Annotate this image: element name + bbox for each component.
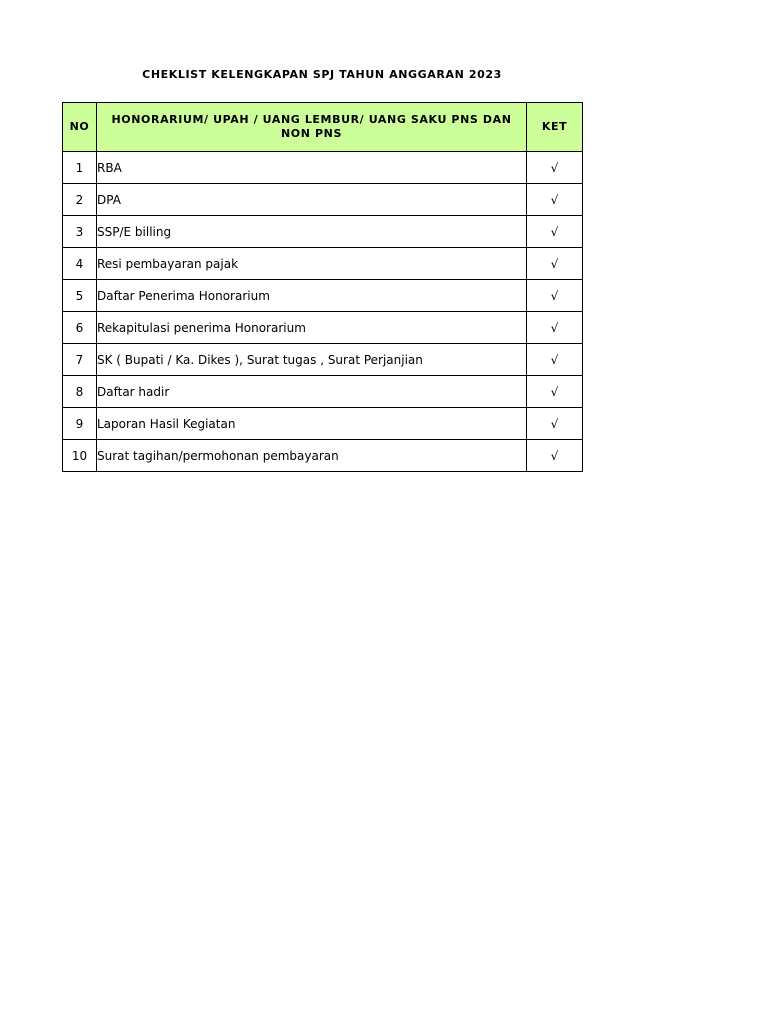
- row-number: 2: [63, 184, 97, 216]
- table-row: [63, 440, 583, 472]
- table-row: [63, 376, 583, 408]
- row-item: Laporan Hasil Kegiatan: [97, 408, 527, 440]
- check-mark: √: [527, 376, 583, 408]
- check-mark: √: [527, 408, 583, 440]
- row-number: 4: [63, 248, 97, 280]
- table-row: [63, 280, 583, 312]
- row-number: 5: [63, 280, 97, 312]
- row-number: 7: [63, 344, 97, 376]
- check-mark: √: [527, 216, 583, 248]
- table-row: [63, 184, 583, 216]
- column-header-ket: KET: [527, 103, 583, 152]
- table-row: [63, 248, 583, 280]
- row-item: DPA: [97, 184, 527, 216]
- check-mark: √: [527, 440, 583, 472]
- page-title: CHEKLIST KELENGKAPAN SPJ TAHUN ANGGARAN 2023: [142, 68, 502, 81]
- row-number: 8: [63, 376, 97, 408]
- row-number: 6: [63, 312, 97, 344]
- table-row: [63, 152, 583, 184]
- row-item: Surat tagihan/permohonan pembayaran: [97, 440, 527, 472]
- table-row: [63, 312, 583, 344]
- check-mark: √: [527, 280, 583, 312]
- row-item: SSP/E billing: [97, 216, 527, 248]
- check-mark: √: [527, 248, 583, 280]
- checklist-table: [62, 102, 583, 472]
- row-item: Daftar Penerima Honorarium: [97, 280, 527, 312]
- table-row: [63, 344, 583, 376]
- check-mark: √: [527, 152, 583, 184]
- row-item: Resi pembayaran pajak: [97, 248, 527, 280]
- row-item: Daftar hadir: [97, 376, 527, 408]
- row-number: 1: [63, 152, 97, 184]
- column-header-no: NO: [63, 103, 97, 152]
- check-mark: √: [527, 312, 583, 344]
- row-item: SK ( Bupati / Ka. Dikes ), Surat tugas , Surat Perjanjian: [97, 344, 527, 376]
- row-number: 10: [63, 440, 97, 472]
- row-number: 3: [63, 216, 97, 248]
- row-number: 9: [63, 408, 97, 440]
- column-header-item: HONORARIUM/ UPAH / UANG LEMBUR/ UANG SAKU PNS DAN NON PNS: [97, 103, 527, 152]
- table-header-row: [63, 103, 583, 152]
- check-mark: √: [527, 344, 583, 376]
- table-row: [63, 216, 583, 248]
- row-item: Rekapitulasi penerima Honorarium: [97, 312, 527, 344]
- row-item: RBA: [97, 152, 527, 184]
- table-row: [63, 408, 583, 440]
- check-mark: √: [527, 184, 583, 216]
